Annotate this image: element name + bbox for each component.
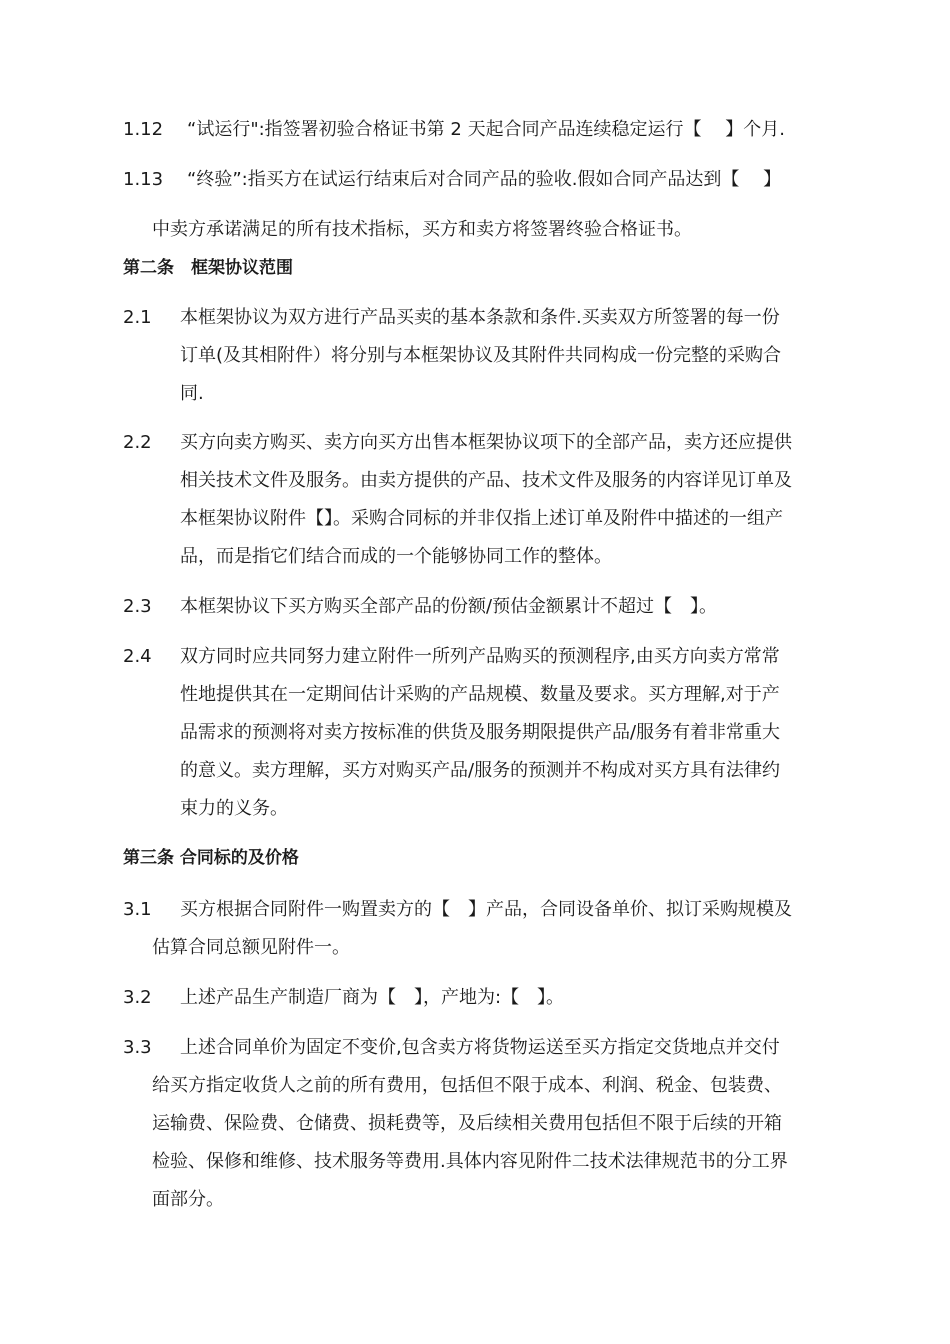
clause-text: 中卖方承诺满足的所有技术指标，买方和卖方将签署终验合格证书。 [152, 219, 692, 240]
clause-text: “试运行":指签署初验合格证书第 2 天起合同产品连续稳定运行【 】个月. [187, 119, 786, 140]
clause-text: 买方根据合同附件一购置卖方的【 】产品，合同设备单价、拟订采购规模及 [180, 899, 792, 920]
clause-number: 3.3 [123, 1037, 152, 1058]
clause-text: 上述合同单价为固定不变价,包含卖方将货物运送至买方指定交货地点并交付 [180, 1037, 780, 1058]
clause-text: 面部分。 [152, 1189, 224, 1210]
clause-text: “终验”:指买方在试运行结束后对合同产品的验收.假如合同产品达到【 】 [187, 169, 782, 190]
clause-text: 性地提供其在一定期间估计采购的产品规模、数量及要求。买方理解,对于产 [180, 684, 780, 705]
clause-number: 3.2 [123, 987, 152, 1008]
clause-number: 2.3 [123, 596, 152, 617]
clause-text: 品，而是指它们结合而成的一个能够协同工作的整体。 [180, 546, 612, 567]
clause-text: 估算合同总额见附件一。 [152, 937, 350, 958]
clause-text: 的意义。卖方理解，买方对购买产品/服务的预测并不构成对买方具有法律约 [180, 760, 781, 781]
clause-text: 品需求的预测将对卖方按标准的供货及服务期限提供产品/服务有着非常重大 [180, 722, 781, 743]
clause-text: 订单(及其相附件）将分别与本框架协议及其附件共同构成一份完整的采购合 [180, 345, 782, 366]
clause-text: 运输费、保险费、仓储费、损耗费等，及后续相关费用包括但不限于后续的开箱 [152, 1113, 782, 1134]
clause-number: 2.4 [123, 646, 152, 667]
clause-number: 2.2 [123, 432, 152, 453]
clause-number: 1.13 [123, 169, 164, 190]
clause-text: 本框架协议为双方进行产品买卖的基本条款和条件.买卖双方所签署的每一份 [180, 307, 780, 328]
clause-number: 3.1 [123, 899, 152, 920]
clause-text: 上述产品生产制造厂商为【 】，产地为:【 】。 [180, 987, 565, 1008]
clause-text: 同. [180, 383, 204, 404]
clause-text: 相关技术文件及服务。由卖方提供的产品、技术文件及服务的内容详见订单及 [180, 470, 792, 491]
clause-text: 本框架协议附件【】。采购合同标的并非仅指上述订单及附件中描述的一组产 [180, 508, 783, 529]
clause-text: 束力的义务。 [180, 798, 288, 819]
clause-number: 2.1 [123, 307, 152, 328]
clause-number: 1.12 [123, 119, 164, 140]
article-heading: 第二条 框架协议范围 [123, 258, 293, 278]
article-heading: 第三条 合同标的及价格 [123, 848, 299, 868]
clause-text: 本框架协议下买方购买全部产品的份额/预估金额累计不超过【 】。 [180, 596, 718, 617]
clause-text: 给买方指定收货人之前的所有费用，包括但不限于成本、利润、税金、包装费、 [152, 1075, 782, 1096]
clause-text: 双方同时应共同努力建立附件一所列产品购买的预测程序,由买方向卖方常常 [180, 646, 780, 667]
clause-text: 检验、保修和维修、技术服务等费用.具体内容见附件二技术法律规范书的分工界 [152, 1151, 788, 1172]
clause-text: 买方向卖方购买、卖方向买方出售本框架协议项下的全部产品，卖方还应提供 [180, 432, 792, 453]
